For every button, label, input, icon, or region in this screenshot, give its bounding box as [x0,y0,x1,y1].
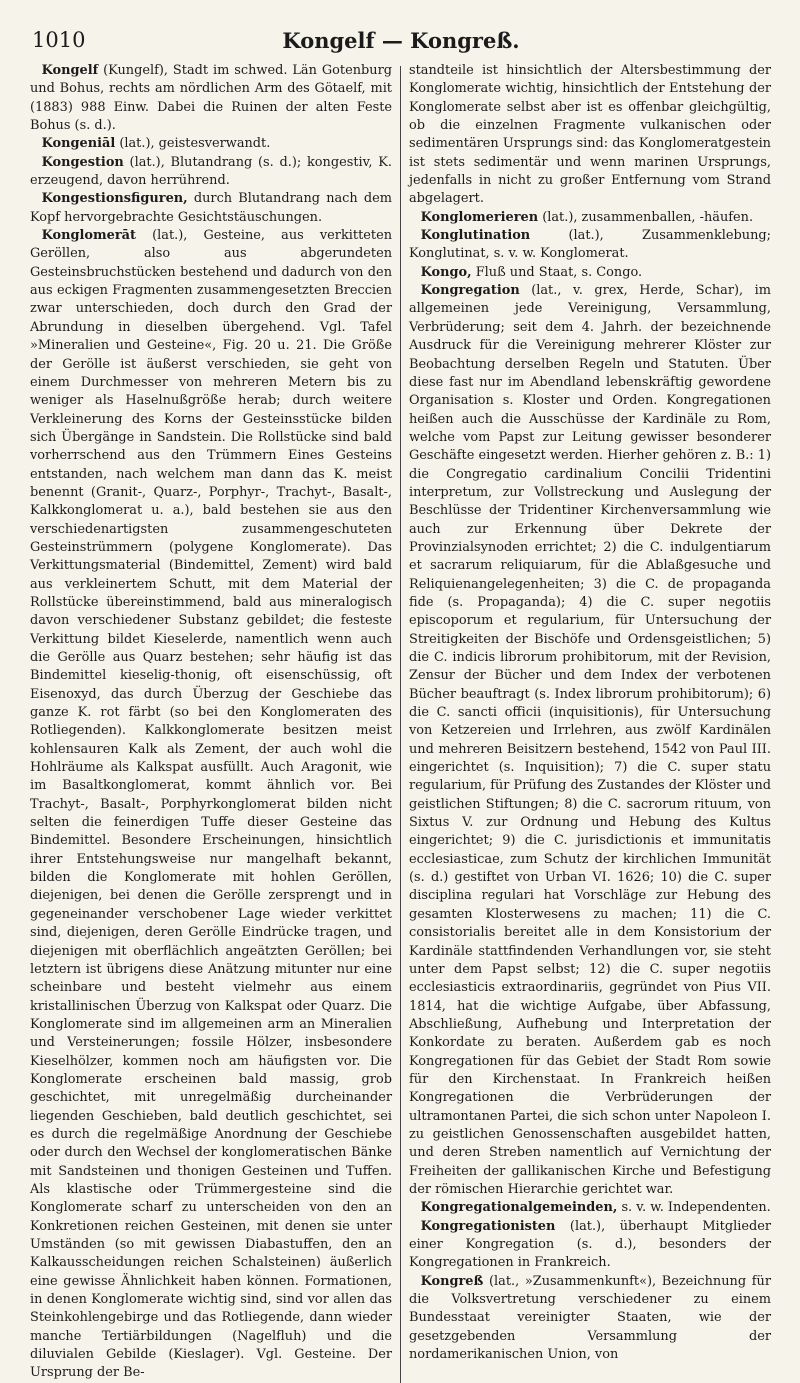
headword: Kongo, [420,264,472,280]
entry-konglomerat [30,227,392,1383]
entry-text: (lat.), zusammenballen, -häufen. [538,209,754,225]
entry-kongestion [30,154,392,191]
headword: Konglutination [420,228,531,244]
page-header [30,22,772,62]
entry-text: (lat.), Blutandrang (s. d.); kongestiv, K. erzeugend, davon herrührend. [30,154,392,189]
entry-text: (Kungelf), Stadt im schwed. Län Gotenburg und Bohus, rechts am nördlichen Arm des Götaelf, mit (1883) 988 Einw. Dabei die Ruinen der alten Feste Bohus (s. d.). [30,63,392,134]
entry-text: (lat.), überhaupt Mitglieder einer Kongregation (s. d.), besonders der Kongregationen in Frankreich. [409,1218,771,1271]
entry-text: standteile ist hinsichtlich der Altersbestimmung der Konglomerate wichtig, hinsichtlich der Entstehung der Konglomerate selbst aber ist es offenbar gleichgültig, ob die einzelnen Fragmente vulkanischen oder sedimentären Ursprungs sind: das Konglomeratgestein ist stets sedimentär und wenn marinen Ursprungs, jedenfalls in nicht zu großer Entfernung vom Strand abgelagert. [409,63,771,207]
entry-text: Fluß und Staat, s. Congo. [471,264,643,280]
entry-kongo [409,264,771,282]
entry-konglomerieren [409,209,771,227]
entry-kongenial [30,135,392,153]
entry-text: (lat., v. grex, Herde, Schar), im allgemeinen jede Vereinigung, Versammlung, Verbrüderung; seit dem 4. Jahrh. der bezeichnende Ausdruck für die Vereinigung mehrerer Klöster zur Beobachtung derselben Regeln und Statuten. Über diese fast nur im Abendland lebenskräftig gewordene Organisation s. Kloster und Orden. Kongregationen heißen auch die Ausschüsse der Kardinäle zu Rom, welche vom Papst zur Leitung gewisser besonderer Geschäfte eingesetzt werden. Hierher gehören z. B.: 1) die Congregatio cardinalium Concilii Tridentini interpretum, zur Vollstreckung und Auslegung der Beschlüsse der Tridentiner Kirchenversammlung wie auch zur Erkennung über Dekrete der Provinzialsynoden errichtet; 2) die C. indulgentiarum et sacrarum reliquiarum, für die Ablaßgesuche und Reliquienangelegenheiten; 3) die C. de propaganda fide (s. Propaganda); 4) die C. super negotiis episcoporum et regularium, für Untersuchung der Streitigkeiten der Bischöfe und Ordensgeistlichen; 5) die C. indicis librorum prohibitorum, mit der Revision, Zensur der Bücher und dem Index der verbotenen Bücher beauftragt (s. Index librorum prohibitorum); 6) die C. sancti officii (inquisitionis), für Untersuchung von Ketzereien und Irrlehren, aus zwölf Kardinälen und mehreren Beisitzern bestehend, 1542 von Paul III. eingerichtet (s. Inquisition); 7) die C. super statu regularium, für Prüfung des Zustandes der Klöster und geistlichen Stiftungen; 8) die C. sacrorum rituum, von Sixtus V. zur Ordnung und Hebung des Kultus eingerichtet; 9) die C. jurisdictionis et immunitatis ecclesiasticae, zum Schutz der kirchlichen Immunität (s. d.) gestiftet von Urban VI. 1626; 10) die C. super disciplina regulari hat Vorschläge zur Hebung des gesamten Klosterwesens zu machen; 11) die C. consistorialis bereitet alle in dem Konsistorium der Kardinäle stattfindenden Verhandlungen vor, sie steht unter dem Papst selbst; 12) die C. super negotiis ecclesiasticis extraordinariis, gegründet von Pius VII. 1814, hat die wichtige Aufgabe, über Abfassung, Abschließung, Aufhebung und Interpretation der Konkordate zu beraten. Außerdem gab es noch Kongregationen für das Gebiet der Stadt Rom sowie für den Kirchenstaat. In Frankreich heißen Kongregationen die Verbrüderungen der ultramontanen Partei, die sich schon unter Napoleon I. zu geistlichen Genossenschaften ausgebildet hatten, und deren Streben namentlich auf Vernichtung der Freiheiten der gallikanischen Kirche und Befestigung der römischen Hierarchie gerichtet war. [409,283,771,1197]
entry-konglomerat-continued [409,62,771,209]
headword: Kongregationisten [420,1218,556,1234]
headword: Kongeniāl [41,136,116,152]
headword: Kongestionsfiguren, [41,191,188,207]
headword: Konglomerieren [420,209,539,225]
entry-text: (lat.), Zusammenklebung; Konglutinat, s. v. w. Konglomerat. [409,228,771,262]
entry-konglutination [409,227,771,264]
headword: Konglomerāt [41,228,136,244]
entry-text: (lat.), geistesverwandt. [115,136,271,152]
headword: Kongestion [41,154,124,170]
page-number: 1010 [32,28,86,52]
entry-text: (lat.), Gesteine, aus verkitteten Geröllen, also aus abgerundeten Gesteinsbruchstücken bestehend und dadurch von den aus eckigen Fragmenten zusammengesetzten Breccien zwar unterschieden, doch durch den Grad der Abrundung in dieselben übergehend. Vgl. Tafel »Mineralien und Gesteine«, Fig. 20 u. 21. Die Größe der Gerölle ist äußerst verschieden, sie geht von einem Durchmesser von mehreren Metern bis zu weniger als Haselnußgröße herab; durch weitere Verkleinerung des Korns der Gesteinsstücke bilden sich Übergänge in Sandstein. Die Rollstücke sind bald vorherrschend aus den Trümmern Eines Gesteins entstanden, nach welchem man dann das K. meist benennt (Granit-, Quarz-, Porphyr-, Trachyt-, Basalt-, Kalkkonglomerat u. a.), bald bestehen sie aus den verschiedenartigsten zusammengeschuteten Gesteinstrümmern (polygene Konglomerate). Das Verkittungsmaterial (Bindemittel, Zement) wird bald aus verkleinertem Schutt, mit dem Material der Rollstücke übereinstimmend, bald aus mineralogisch davon verschiedener Substanz gebildet; die festeste Verkittung bildet Kieselerde, namentlich wenn auch die Gerölle aus Quarz bestehen; sehr häufig ist das Bindemittel kieselig-thonig, oft eisenschüssig, oft Eisenoxyd, das durch Überzug der Geschiebe das ganze K. rot färbt (so bei den Konglomeraten des Rotliegenden). Kalkkonglomerate besitzen meist kohlensauren Kalk als Zement, der auch wohl die Hohlräume als Kalkspat ausfüllt. Auch Aragonit, wie im Basaltkonglomerat, kommt ähnlich vor. Bei Trachyt-, Basalt-, Porphyrkonglomerat bilden nicht selten die feinerdigen Tuffe dieser Gesteine das Bindemittel. Besondere Erscheinungen, hinsichtlich ihrer Entstehungsweise nur mangelhaft bekannt, bilden die Konglomerate mit hohlen Geröllen, diejenigen, bei denen die Gerölle zersprengt und in gegeneinander verschobener Lage wieder verkittet sind, diejenigen, deren Gerölle Eindrücke tragen, und diejenigen mit oberflächlich angeätzten Geröllen; bei letztern ist übrigens diese Anätzung mitunter nur eine scheinbare und besteht vielmehr aus einem kristallinischen Überzug von Kalkspat oder Quarz. Die Konglomerate sind im allgemeinen arm an Mineralien und Versteinerungen; fossile Hölzer, insbesondere Kieselhölzer, kommen noch am häufigsten vor. Die Konglomerate erscheinen bald massig, grob geschichtet, mit unregelmäßig durcheinander liegenden Geschieben, bald deutlich geschichtet, sei es durch die regelmäßige Anordnung der Geschiebe oder durch den Wechsel der konglomeratischen Bänke mit Sandsteinen und thonigen Gesteinen und Tuffen. Als klastische oder Trümmergesteine sind die Konglomerate scharf zu unterscheiden von den an Konkretionen reichen Gesteinen, mit denen sie unter Umständen (so mit gewissen Diabastuffen, den an Kalkausscheidungen reichen Schalsteinen) äußerlich eine gewisse Ähnlichkeit haben können. Formationen, in denen Konglomerate wichtig sind, sind vor allen das Steinkohlengebirge und das Rotliegende, dann wieder manche Tertiärbildungen (Nagelfluh) und die diluvialen Gebilde (Kieslager). Vgl. Gesteine. Der Ursprung der Be- [30,228,392,1381]
text-columns [30,62,772,1383]
headword: Kongreß [420,1273,484,1289]
headword: Kongregation [420,283,520,299]
running-head: Kongelf — Kongreß. [282,28,520,53]
column-divider [392,62,409,1383]
entry-kongregation [409,282,771,1199]
entry-kongregationisten [409,1218,771,1273]
entry-text: s. v. w. Independenten. [617,1200,771,1216]
headword: Kongregationalgemeinden, [420,1200,618,1216]
entry-kongelf [30,62,392,135]
left-column [30,62,392,1383]
entry-text: durch Blutandrang nach dem Kopf hervorgebrachte Gesichtstäuschungen. [30,191,392,225]
entry-kongestionsfiguren [30,190,392,227]
right-column [409,62,771,1364]
headword: Kongelf [41,63,99,78]
entry-text: (lat., »Zusammenkunft«), Bezeichnung für die Volksvertretung verschiedener zu einem Bundesstaat vereinigter Staaten, wie der gesetzgebenden Versammlung der nordamerikanischen Union, von [409,1273,771,1363]
entry-kongress [409,1273,771,1365]
entry-kongregationalgemeinden [409,1199,771,1217]
